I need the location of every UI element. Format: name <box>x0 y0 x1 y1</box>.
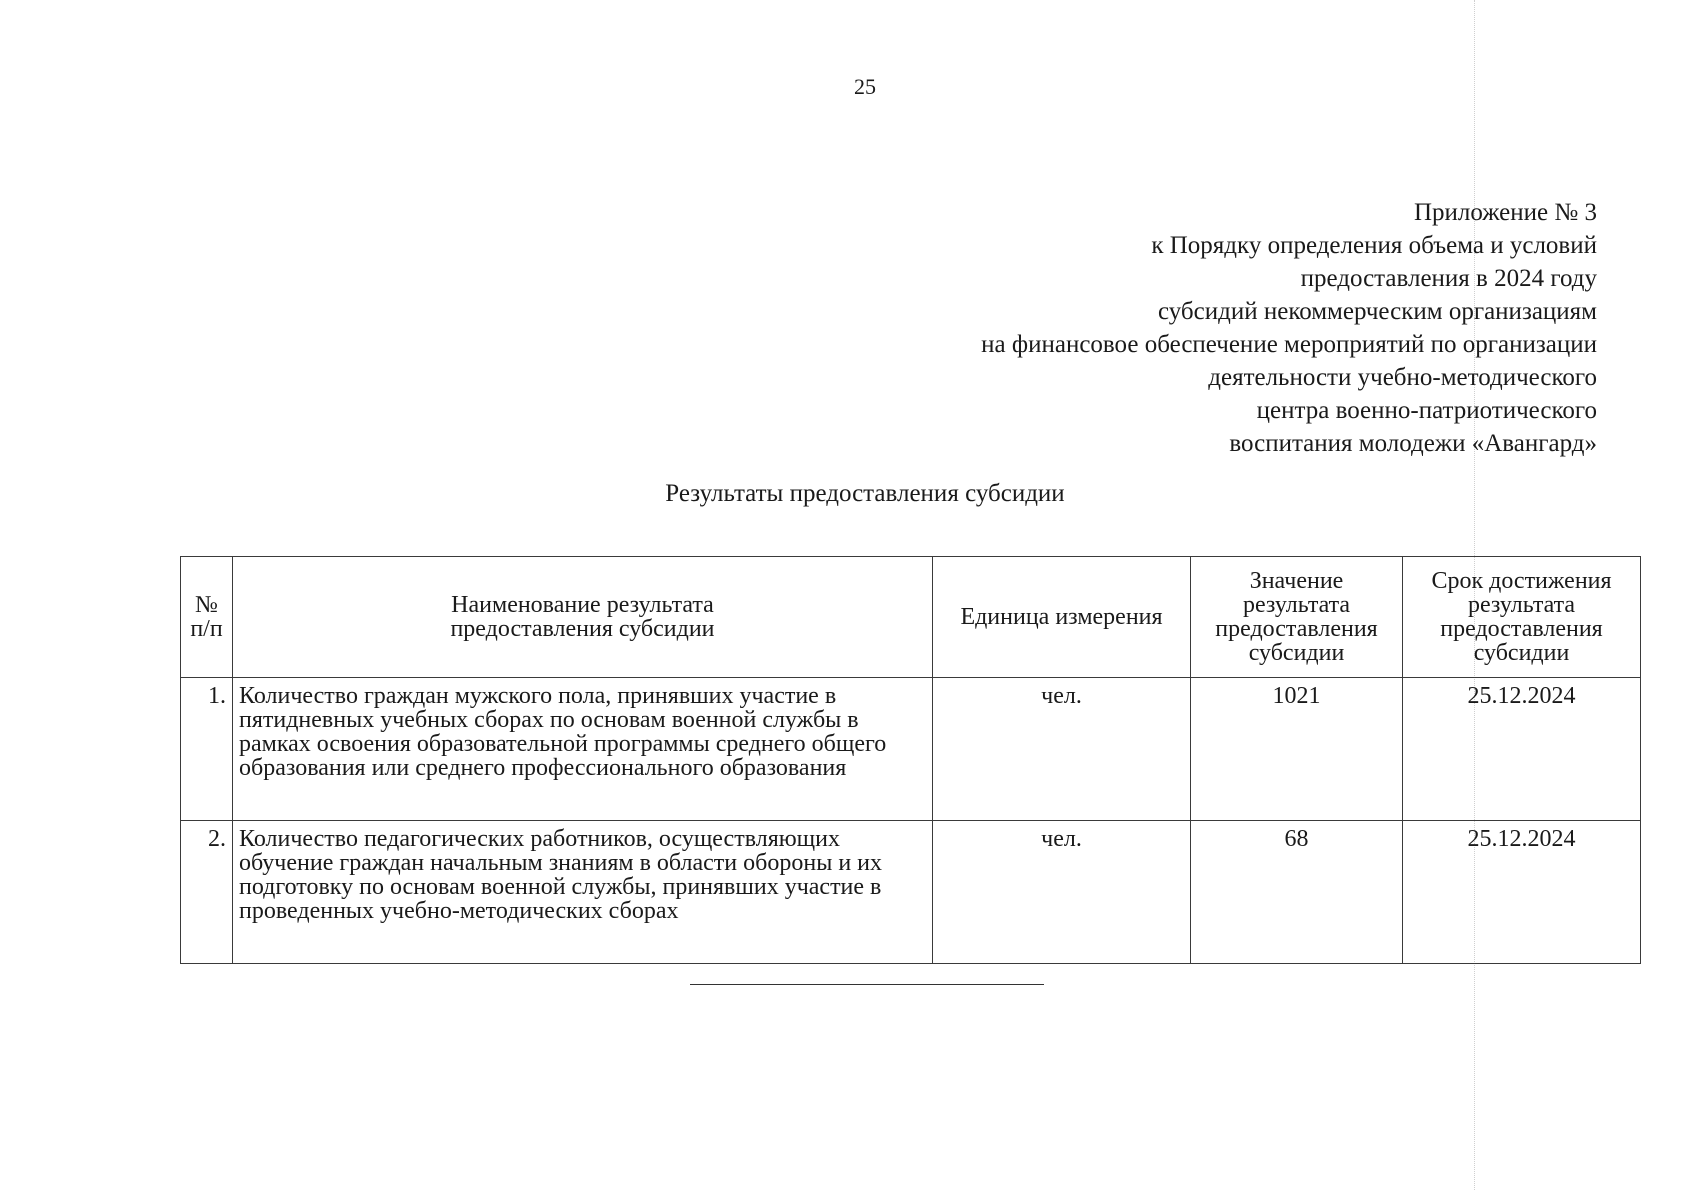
header-deadline: Срок достижения результата предоставления субсидии <box>1403 557 1641 678</box>
row-unit: чел. <box>933 821 1191 964</box>
row-value: 68 <box>1191 821 1403 964</box>
appendix-line: предоставления в 2024 году <box>1300 265 1597 292</box>
appendix-header <box>981 196 1597 460</box>
closing-divider <box>690 984 1044 985</box>
row-name: Количество педагогических работников, осуществляющих обучение граждан начальным знаниям в области обороны и их подготовку по основам военной службы, принявших участие в проведенных учебно-методических сборах <box>233 821 933 964</box>
header-num <box>181 557 233 678</box>
appendix-line: субсидий некоммерческим организациям <box>1158 298 1597 325</box>
page-number: 25 <box>854 74 876 99</box>
row-number: 2. <box>181 821 233 964</box>
row-value: 1021 <box>1191 678 1403 821</box>
appendix-line: на финансовое обеспечение мероприятий по организации <box>981 331 1597 358</box>
header-unit: Единица измерения <box>933 557 1191 678</box>
header-value: Значение результата предоставления субсидии <box>1191 557 1403 678</box>
table-row <box>181 678 1641 821</box>
appendix-line: Приложение № 3 <box>1413 199 1597 226</box>
table-row <box>181 821 1641 964</box>
row-number: 1. <box>181 678 233 821</box>
row-deadline: 25.12.2024 <box>1403 678 1641 821</box>
row-name: Количество граждан мужского пола, принявших участие в пятидневных учебных сборах по основам военной службы в рамках освоения образовательной программы среднего общего образования или среднего профессионального образования <box>233 678 933 821</box>
table-header-row <box>181 557 1641 678</box>
appendix-line: центра военно-патриотического <box>1256 397 1597 424</box>
row-deadline: 25.12.2024 <box>1403 821 1641 964</box>
appendix-line: к Порядку определения объема и условий <box>1151 232 1597 259</box>
header-name: Наименование результата предоставления субсидии <box>233 557 933 678</box>
header-num-line1: № <box>195 592 218 618</box>
appendix-line: воспитания молодежи «Авангард» <box>1229 430 1597 457</box>
document-title: Результаты предоставления субсидии <box>665 480 1065 507</box>
header-num-line2: п/п <box>190 616 223 642</box>
appendix-line: деятельности учебно-методического <box>1208 364 1597 391</box>
results-table <box>180 556 1641 964</box>
row-unit: чел. <box>933 678 1191 821</box>
